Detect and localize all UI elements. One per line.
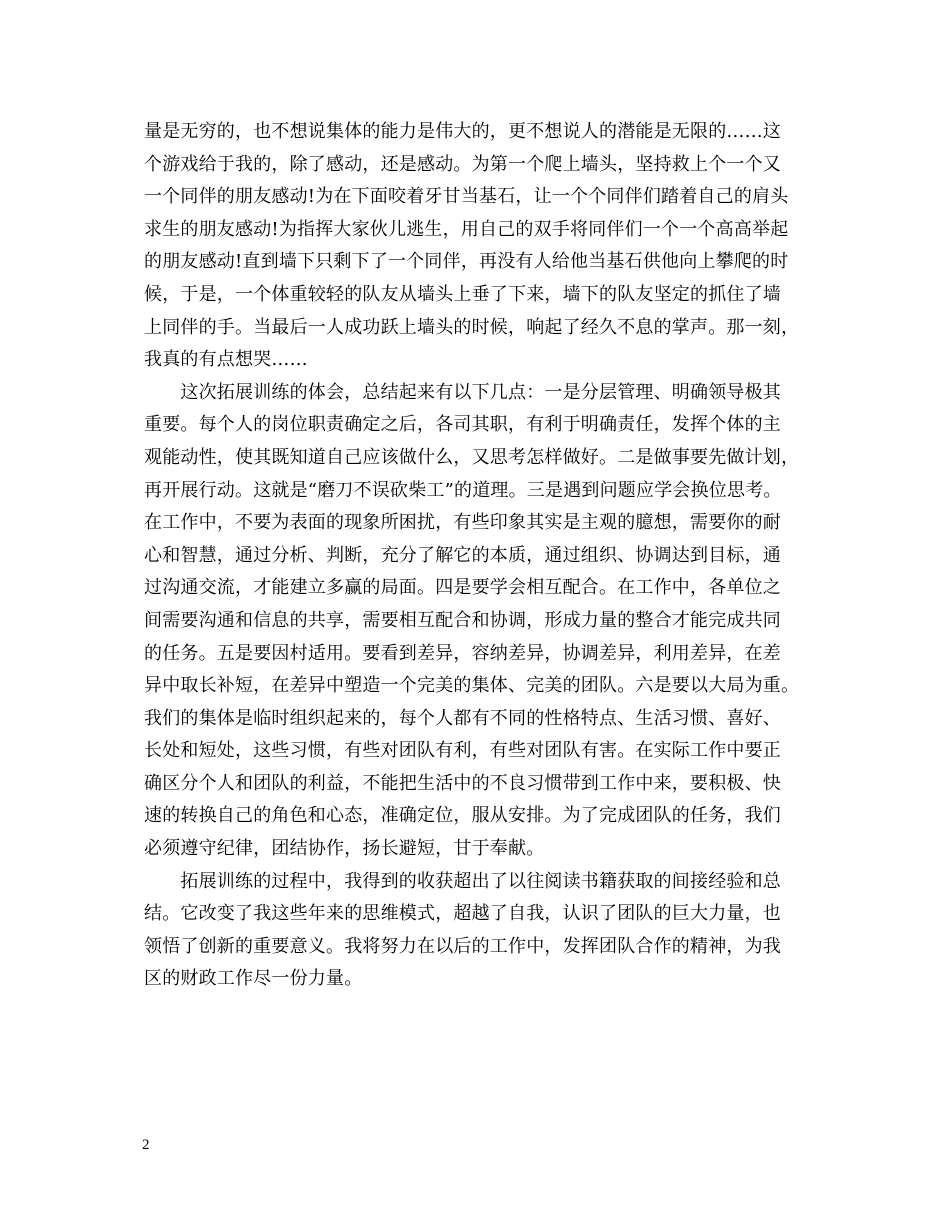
page-number: 2 bbox=[142, 1137, 150, 1153]
text-line: 区的财政工作尽一份力量。 bbox=[144, 968, 363, 990]
text-line: 过沟通交流，才能建立多赢的局面。四是要学会相互配合。在工作中，各单位之 bbox=[144, 577, 781, 599]
text-line: 上同伴的手。当最后一人成功跃上墙头的时候，响起了经久不息的掌声。那一刻， bbox=[144, 316, 800, 338]
text-line: 量是无穷的，也不想说集体的能力是伟大的，更不想说人的潜能是无限的……这 bbox=[144, 121, 781, 142]
text-line: 的朋友感动!直到墙下只剩下了一个同伴，再没有人给他当基石供他向上攀爬的时 bbox=[144, 251, 789, 273]
text-line: 重要。每个人的岗位职责确定之后，各司其职，有利于明确责任，发挥个体的主 bbox=[144, 414, 781, 436]
body-text bbox=[144, 116, 812, 996]
text-line: 再开展行动。这就是“磨刀不误砍柴工”的道理。三是遇到问题应学会换位思考。 bbox=[144, 479, 782, 501]
text-line: 候，于是，一个体重较轻的队友从墙头上垂了下来，墙下的队友坚定的抓住了墙 bbox=[144, 283, 781, 305]
text-line: 观能动性，使其既知道自己应该做什么，又思考怎样做好。二是做事要先做计划， bbox=[144, 446, 800, 468]
text-line: 异中取长补短，在差异中塑造一个完美的集体、完美的团队。六是要以大局为重。 bbox=[144, 675, 800, 697]
text-line: 长处和短处，这些习惯，有些对团队有利，有些对团队有害。在实际工作中要正 bbox=[144, 740, 781, 762]
text-line: 心和智慧，通过分析、判断，充分了解它的本质，通过组织、协调达到目标，通 bbox=[144, 544, 781, 566]
text-line: 我们的集体是临时组织起来的，每个人都有不同的性格特点、生活习惯、喜好、 bbox=[144, 707, 781, 729]
text-line: 一个同伴的朋友感动!为在下面咬着牙甘当基石，让一个个同伴们踏着自己的肩头 bbox=[144, 186, 789, 208]
text-line: 求生的朋友感动!为指挥大家伙儿逃生，用自己的双手将同伴们一个一个高高举起 bbox=[144, 218, 789, 240]
text-line: 这次拓展训练的体会，总结起来有以下几点：一是分层管理、明确领导极其 bbox=[144, 381, 781, 403]
text-line: 拓展训练的过程中，我得到的收获超出了以往阅读书籍获取的间接经验和总 bbox=[144, 870, 781, 892]
text-line: 在工作中，不要为表面的现象所困扰，有些印象其实是主观的臆想，需要你的耐 bbox=[144, 512, 781, 534]
text-line: 必须遵守纪律，团结协作，扬长避短，甘于奉献。 bbox=[144, 838, 545, 860]
text-line: 速的转换自己的角色和心态，准确定位，服从安排。为了完成团队的任务，我们 bbox=[144, 805, 781, 827]
text-line: 领悟了创新的重要意义。我将努力在以后的工作中，发挥团队合作的精神，为我 bbox=[144, 935, 781, 957]
text-line: 确区分个人和团队的利益，不能把生活中的不良习惯带到工作中来，要积极、快 bbox=[144, 772, 781, 794]
text-line: 个游戏给于我的，除了感动，还是感动。为第一个爬上墙头，坚持救上个一个又 bbox=[144, 153, 781, 175]
text-line: 我真的有点想哭…… bbox=[144, 349, 308, 371]
text-line: 结。它改变了我这些年来的思维模式，超越了自我，认识了团队的巨大力量，也 bbox=[144, 903, 781, 925]
text-line: 间需要沟通和信息的共享，需要相互配合和协调，形成力量的整合才能完成共同 bbox=[144, 609, 781, 631]
text-line: 的任务。五是要因村适用。要看到差异，容纳差异，协调差异，利用差异，在差 bbox=[144, 642, 781, 664]
